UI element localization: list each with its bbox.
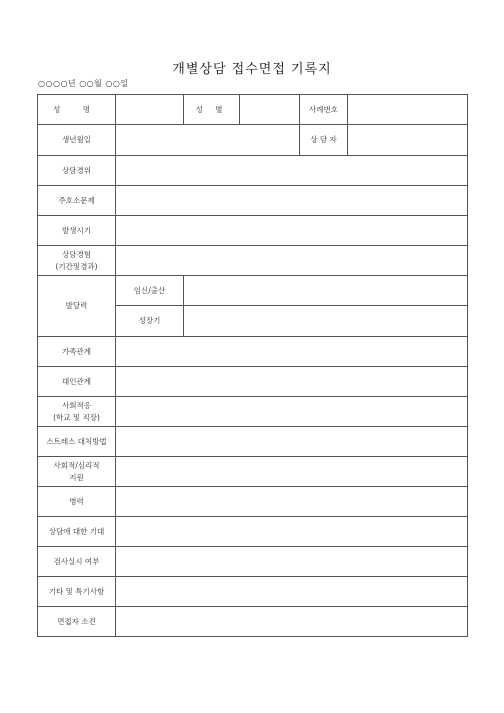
case-number-label: 사례번호: [300, 95, 348, 125]
growth-period-label: 성장기: [116, 306, 184, 337]
development-label: 발달력: [38, 276, 116, 337]
birth-date-label: 생년월일: [38, 125, 116, 156]
medical-history-label: 병력: [38, 487, 116, 517]
intake-form-table: [37, 94, 468, 637]
counselor-label: 상 담 자: [300, 125, 348, 156]
interpersonal-field[interactable]: [116, 367, 468, 397]
referral-route-label: 상담경위: [38, 156, 116, 186]
name-label: 성 명: [38, 95, 116, 125]
main-problem-label: 주호소문제: [38, 186, 116, 216]
test-status-label: 검사실시 여부: [38, 547, 116, 577]
counseling-history-label-line1: 상담경험: [62, 249, 91, 259]
medical-history-field[interactable]: [116, 487, 468, 517]
counseling-history-label: [38, 246, 116, 276]
interviewer-opinion-field[interactable]: [116, 607, 468, 637]
pregnancy-birth-label: 임신/출산: [116, 276, 184, 306]
onset-label: 발생시기: [38, 216, 116, 246]
counseling-history-field[interactable]: [116, 246, 468, 276]
social-adaptation-label-line1: 사회적응: [62, 400, 91, 410]
birth-date-field[interactable]: [116, 125, 300, 156]
main-problem-field[interactable]: [116, 186, 468, 216]
support-label: [38, 457, 116, 487]
gender-label: 성 별: [184, 95, 240, 125]
other-notes-field[interactable]: [116, 577, 468, 607]
gender-field[interactable]: [240, 95, 300, 125]
counseling-history-label-line2: (기간및경과): [55, 261, 98, 271]
support-label-line2: 지원: [69, 472, 84, 482]
pregnancy-birth-field[interactable]: [184, 276, 468, 306]
case-number-field[interactable]: [348, 95, 468, 125]
support-field[interactable]: [116, 457, 468, 487]
form-title: 개별상담 접수면접 기록지: [172, 62, 332, 77]
support-label-line1: 사회적/심리적: [53, 460, 100, 470]
stress-coping-field[interactable]: [116, 427, 468, 457]
referral-route-field[interactable]: [116, 156, 468, 186]
test-status-field[interactable]: [116, 547, 468, 577]
family-relations-label: 가족관계: [38, 337, 116, 367]
onset-field[interactable]: [116, 216, 468, 246]
social-adaptation-label: [38, 397, 116, 427]
expectations-field[interactable]: [116, 517, 468, 547]
other-notes-label: 기타 및 특기사항: [38, 577, 116, 607]
expectations-label: 상담에 대한 기대: [38, 517, 116, 547]
stress-coping-label: 스트레스 대처방법: [38, 427, 116, 457]
growth-period-field[interactable]: [184, 306, 468, 337]
interpersonal-label: 대인관계: [38, 367, 116, 397]
form-date: ○○○○년 ○○월 ○○일: [38, 79, 129, 88]
counselor-field[interactable]: [348, 125, 468, 156]
social-adaptation-label-line2: (학교 및 직장): [53, 412, 100, 422]
social-adaptation-field[interactable]: [116, 397, 468, 427]
family-relations-field[interactable]: [116, 337, 468, 367]
interviewer-opinion-label: 면접자 소견: [38, 607, 116, 637]
name-field[interactable]: [116, 95, 184, 125]
